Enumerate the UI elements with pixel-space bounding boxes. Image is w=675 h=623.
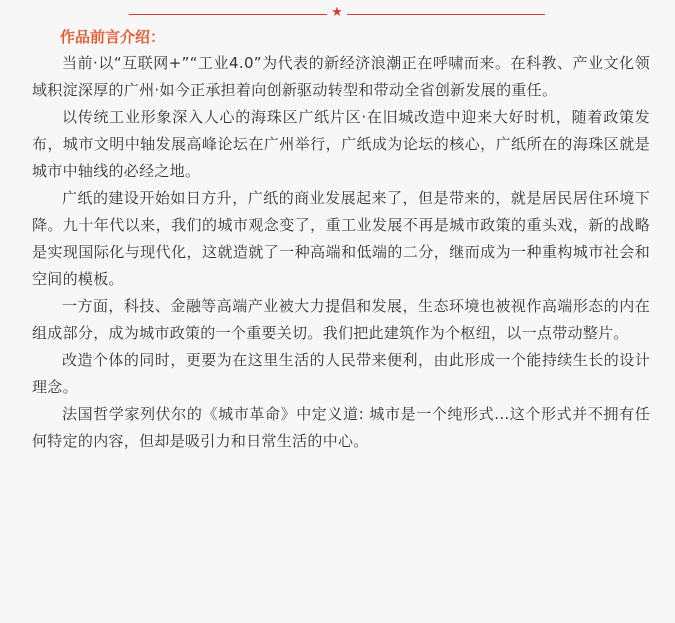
paragraph-6: 法国哲学家列伏尔的《城市革命》中定义道: 城市是一个纯形式...这个形式并不拥有任何特定的内容，但却是吸引力和日常生活的中心。 <box>32 405 650 450</box>
section-heading: 作品前言介绍： <box>60 28 166 46</box>
paragraph-2: 以传统工业形象深入人心的海珠区广纸片区·在旧城改造中迎来大好时机，随着政策发布，城市文明中轴发展高峰论坛在广州举行，广纸成为论坛的核心，广纸所在的海珠区就是城市中轴线的必经之地。 <box>32 108 650 180</box>
paragraph-1: 当前·以“互联网+”“工业4.0”为代表的新经济浪潮正在呼啸而来。在科教、产业文化领域积淀深厚的广州·如今正承担着向创新驱动转型和带动全省创新发展的重任。 <box>32 54 650 99</box>
star-icon: ★ <box>331 5 343 20</box>
divider-line-left <box>129 14 327 15</box>
paragraph-4: 一方面，科技、金融等高端产业被大力提倡和发展，生态环境也被视作高端形态的内在组成部分，成为城市政策的一个重要关切。我们把此建筑作为个枢纽，以一点带动整片。 <box>32 297 650 342</box>
title-divider <box>0 5 675 20</box>
divider-line-right <box>347 14 545 15</box>
paragraph-5: 改造个体的同时，更要为在这里生活的人民带来便利，由此形成一个能持续生长的设计理念。 <box>32 351 650 396</box>
paragraph-3: 广纸的建设开始如日方升，广纸的商业发展起来了，但是带来的，就是居民居住环境下降。九十年代以来，我们的城市观念变了，重工业发展不再是城市政策的重头戏，新的战略是实现国际化与现代化，这就造就了一种高端和低端的二分，继而成为一种重构城市社会和空间的模板。 <box>32 189 650 288</box>
article-body <box>32 24 650 455</box>
